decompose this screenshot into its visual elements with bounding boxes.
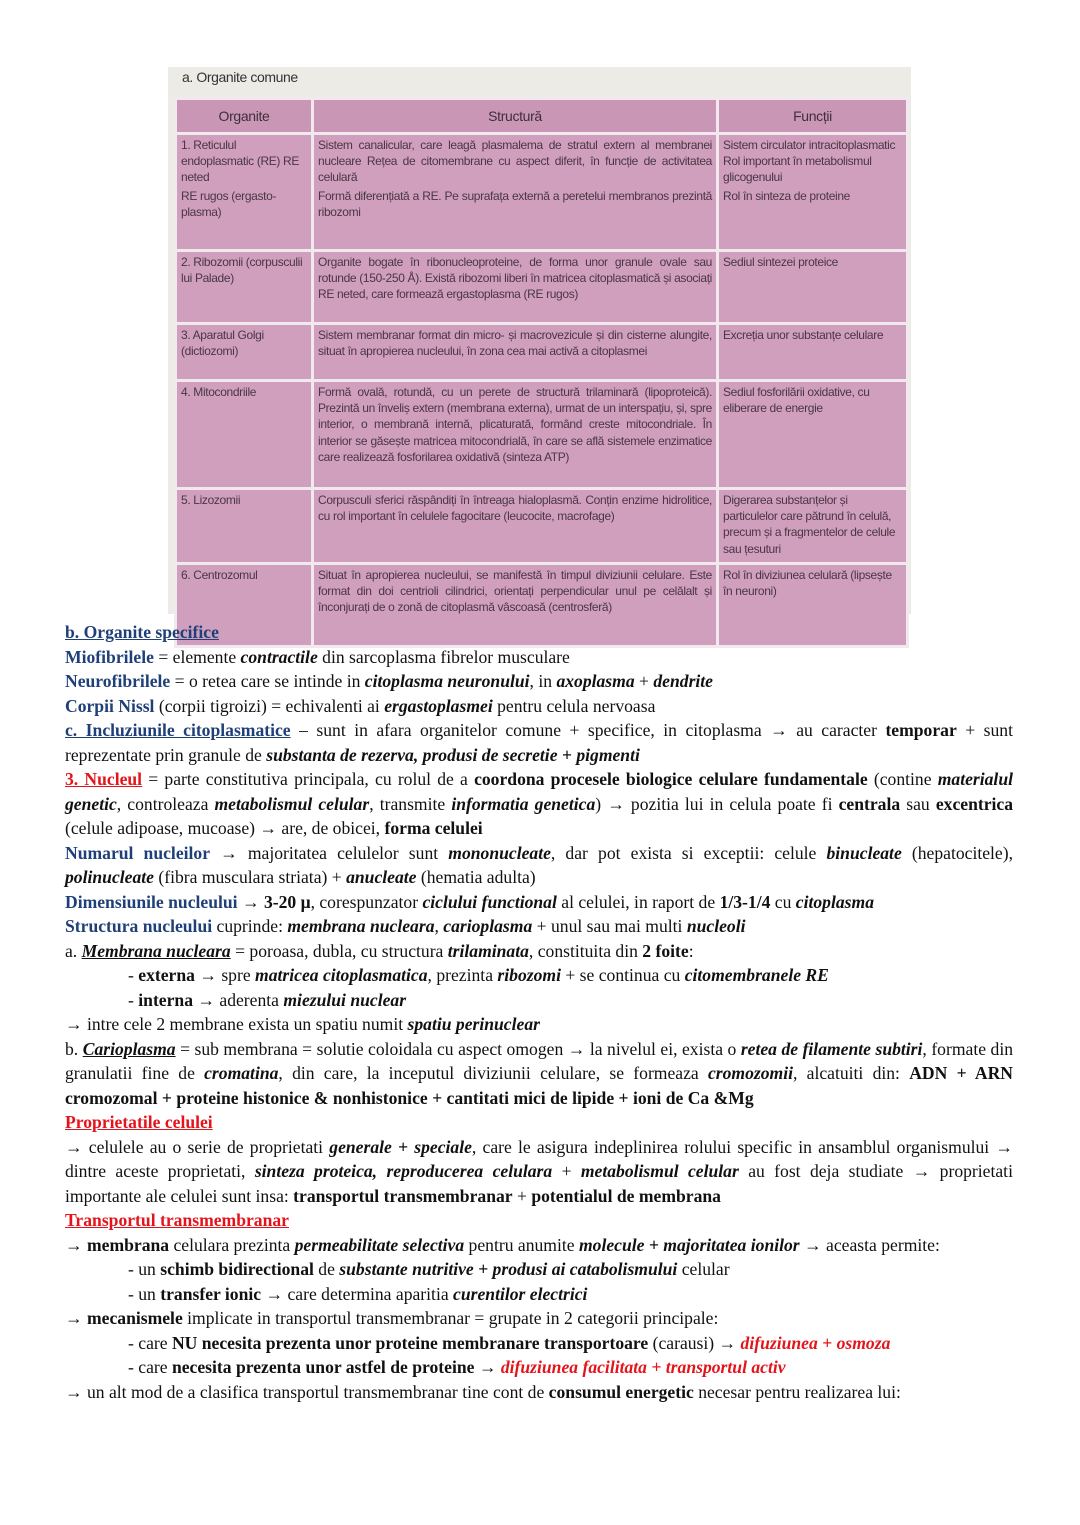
text-run: nucleoli (686, 916, 746, 936)
text-run: + se continua cu (560, 965, 685, 985)
text-run: membrana (87, 1234, 170, 1255)
text-run: Structura nucleului (65, 916, 213, 936)
text-run: curentilor electrici (453, 1283, 588, 1304)
text-run: necesita prezenta unor astfel de proteine (171, 1357, 475, 1377)
text-run: potentialul de membrana (531, 1185, 721, 1206)
text-run: citomembranele RE (684, 965, 829, 985)
cell-text: Sediul sintezei proteice (723, 255, 839, 269)
text-run: excentrica (935, 793, 1014, 814)
text-run: Miofibrilele (65, 646, 154, 667)
text-run: : (688, 940, 694, 961)
text-run: , care le asigura indeplinirea rolului specific in ansamblul organismului → dintre aceste proprietati, (65, 1136, 1013, 1181)
text-run: 2 foite (642, 940, 689, 961)
text-run: au fost deja studiate → proprietati importante ale celulei sunt insa: (65, 1161, 1013, 1206)
paragraph (65, 939, 1013, 964)
cell-text: 6. Centrozomul (181, 568, 258, 582)
table-cell-structura (313, 324, 718, 381)
text-run: retea de filamente subtiri (740, 1038, 923, 1059)
text-run: = poroasa, dubla, cu structura (230, 940, 448, 961)
cell-text: RE rugos (ergasto-plasma) (181, 188, 277, 219)
text-run: , in (529, 671, 557, 691)
cell-text: Corpusculi sferici răspândiți în întreaga hialoplasmă. Conțin enzime hidrolitice, cu rol important în celulele fagocitare (leucocite, macrofage) (318, 493, 712, 524)
text-run: externa (138, 965, 195, 985)
text-run: - (128, 965, 139, 985)
text-run: axoplasma (556, 671, 635, 691)
text-run: din sarcoplasma fibrelor musculare (317, 646, 570, 667)
text-run: difuziunea + osmoza (740, 1332, 891, 1353)
paragraph (65, 1110, 1013, 1135)
column-header: Funcții (718, 99, 908, 134)
paragraph (65, 718, 1013, 767)
cell-text: Sistem membranar format din micro- și macrovezicule și din cisterne alungite, situat în apropierea nucleului, în zona cea mai activă a citoplasmei (318, 328, 712, 359)
cell-text: Organite bogate în ribonucleoproteine, de forma unor granule ovale sau rotunde (150-250 Å). Există ribozomi liberi în matricea citoplasmatică și asociați RE neted, care formează ergastoplasma (RE rugos) (318, 255, 712, 302)
table-cell-functii (718, 381, 908, 489)
text-run: mecanismele (87, 1308, 183, 1328)
text-run: pentru celula nervoasa (492, 695, 656, 716)
section-heading: c. Incluziunile citoplasmatice (65, 720, 291, 740)
text-run: , corespunzator (310, 891, 423, 912)
text-run: , controleaza (116, 793, 215, 814)
text-run: centrala (838, 793, 901, 814)
text-run: NU necesita prezenta unor proteine membranare transportoare (171, 1332, 649, 1353)
paragraph (65, 1233, 1013, 1258)
table-cell-functii (718, 489, 908, 564)
text-run: difuziunea facilitata + transportul activ (500, 1357, 786, 1377)
text-run: schimb bidirectional (160, 1259, 314, 1279)
text-run: necesar pentru realizarea lui: (693, 1381, 901, 1402)
cell-text: 3. Aparatul Golgi (dictiozomi) (181, 328, 264, 359)
text-run: - un (128, 1283, 161, 1304)
cell-text: Digerarea substanțelor și particulelor care pătrund în celulă, precum și a fragmentelor de celule sau țesuturi (723, 493, 896, 556)
table-cell-structura (313, 489, 718, 564)
text-run: cromatina (204, 1063, 279, 1083)
section-heading: Proprietatile celulei (65, 1112, 213, 1132)
table-title: a. Organite comune (182, 69, 298, 85)
column-header: Organite (176, 99, 313, 134)
text-run: Numarul nucleilor (65, 842, 211, 863)
paragraph (65, 1208, 1013, 1233)
section-heading: Transportul transmembranar (65, 1210, 289, 1230)
text-run: dendrite (653, 671, 713, 691)
text-run: membrana nucleara (287, 916, 435, 936)
text-run: a. (65, 940, 82, 961)
text-run: transfer ionic (160, 1283, 262, 1304)
table-cell-structura (313, 381, 718, 489)
text-run: → (237, 891, 264, 912)
text-run: contractile (240, 646, 318, 667)
paragraph (65, 1037, 1013, 1111)
text-run: implicate in transportul transmembranar = grupate in 2 categorii principale: (182, 1308, 719, 1328)
text-run: coordona procesele biologice celulare fundamentale (474, 769, 868, 789)
text-run: → care determina aparitia (261, 1283, 454, 1304)
text-run: = elemente (153, 646, 241, 667)
table-row (176, 324, 908, 381)
indented-list-item (65, 1257, 1013, 1282)
table-cell-organit (176, 489, 313, 564)
section-heading: b. Organite specifice (65, 622, 219, 642)
text-run: cu (770, 891, 796, 912)
text-run: , transmite (369, 793, 452, 814)
paragraph (65, 914, 1013, 939)
indented-list-item (65, 1331, 1013, 1356)
text-run: Carioplasma (82, 1038, 176, 1059)
text-run: + (552, 1161, 581, 1181)
cell-text: 1. Reticulul endoplasmatic (RE) RE neted (181, 138, 300, 185)
paragraph (65, 620, 1013, 645)
table-row (176, 134, 908, 251)
text-run: → un alt mod de a clasifica transportul transmembranar tine cont de (65, 1381, 549, 1402)
text-run: cromozomii (707, 1063, 794, 1083)
text-run: metabolismul celular (214, 793, 370, 814)
text-run: temporar (885, 720, 957, 740)
text-run: , (434, 916, 444, 936)
text-run: + sunt reprezentate prin granule de (65, 720, 1013, 765)
text-run: (celule adipoase, mucoase) → are, de obicei, (65, 818, 385, 838)
table-cell-organit (176, 251, 313, 324)
table-cell-organit (176, 381, 313, 489)
text-run: (contine (867, 769, 938, 789)
cell-text: Situat în apropierea nucleului, se manifestă în timpul diviziunii celulare. Este format din doi centrioli cilindrici, orientați perpendicular unul pe celălalt și înconjurați de o zonă de citoplasmă vâscoasă (centrosferă) (318, 568, 712, 615)
text-run: trilaminata (447, 940, 529, 961)
text-run: → (65, 1234, 87, 1255)
text-run: sinteza proteica, reproducerea celulara (254, 1161, 553, 1181)
text-run: ergastoplasmei (384, 695, 493, 716)
text-run: anucleate (346, 867, 417, 887)
text-run: informatia genetica (451, 793, 596, 814)
paragraph (65, 694, 1013, 719)
paragraph (65, 841, 1013, 890)
text-run: – sunt in afara organitelor comune + specifice, in citoplasma → au caracter (290, 720, 886, 740)
text-run: generale + speciale (329, 1136, 472, 1157)
text-run: → celulele au o serie de proprietati (65, 1136, 330, 1157)
text-run: (fibra musculara striata) + (153, 867, 347, 887)
text-run: polinucleate (65, 867, 154, 887)
cell-text: Rol în sinteza de proteine (723, 188, 850, 203)
text-run: metabolismul celular (580, 1161, 739, 1181)
indented-list-item (65, 1282, 1013, 1307)
text-run: binucleate (826, 842, 902, 863)
organelles-table (174, 97, 909, 648)
text-run: → (474, 1357, 501, 1377)
cell-text: Sistem canalicular, care leagă plasmalema de stratul extern al membranei nucleare Rețea de citomembrane cu aspect diferit, în funcție de activitatea celulară (318, 138, 712, 185)
text-run: , prezinta (427, 965, 498, 985)
text-run: celulara prezinta (169, 1234, 295, 1255)
cell-text: Formă diferențiată a RE. Pe suprafața externă a peretelui membranos prezintă ribozomi (318, 188, 712, 219)
section-heading: 3. Nucleul (65, 769, 143, 789)
text-run: + (512, 1185, 532, 1206)
text-run: carioplasma (443, 916, 533, 936)
indented-list-item (65, 1355, 1013, 1380)
cell-text: 2. Ribozomii (corpusculii lui Palade) (181, 255, 303, 286)
paragraph (65, 1012, 1013, 1037)
text-run: citoplasma neuronului (364, 671, 530, 691)
text-run: al celulei, in raport de (556, 891, 720, 912)
text-run: 3-20 μ (263, 891, 311, 912)
table-header-row (176, 99, 908, 134)
paragraph (65, 1306, 1013, 1331)
text-run: spatiu perinuclear (407, 1014, 540, 1034)
text-run: forma celulei (384, 818, 483, 838)
text-run: ) → pozitia lui in celula poate fi (595, 793, 839, 814)
table-cell-functii (718, 134, 908, 251)
text-run: ciclului functional (422, 891, 557, 912)
text-run: = parte constitutiva principala, cu rolul de a (142, 769, 475, 789)
text-run: substanta de rezerva, produsi de secretie + pigmenti (266, 744, 640, 765)
text-run: - (128, 989, 139, 1010)
text-run: , din care, la inceputul diviziunii celulare, se formeaza (278, 1063, 708, 1083)
text-run: permeabilitate selectiva (294, 1234, 465, 1255)
text-run: ADN + ARN cromozomal + proteine histonice & nonhistonice + cantitati mici de lipide + ioni de Ca &Mg (65, 1063, 1013, 1108)
table-row (176, 251, 908, 324)
document-body (65, 620, 1013, 1404)
text-run: cuprinde: (212, 916, 288, 936)
text-run: interna (138, 989, 193, 1010)
text-run: - care (128, 1332, 172, 1353)
organelles-table-image (168, 67, 911, 614)
text-run: Corpii Nissl (65, 695, 155, 716)
text-run: materialul genetic (65, 769, 1013, 814)
paragraph (65, 767, 1013, 841)
table-cell-structura (313, 251, 718, 324)
text-run: de (313, 1259, 340, 1279)
cell-text: Sediul fosforilării oxidative, cu eliberare de energie (723, 385, 870, 416)
paragraph (65, 1135, 1013, 1209)
text-run: 1/3-1/4 (719, 891, 771, 912)
column-header: Structură (313, 99, 718, 134)
text-run: → aceasta permite: (799, 1234, 940, 1255)
text-run: substante nutritive + produsi ai catabolismului (339, 1259, 678, 1279)
text-run: (hematia adulta) (416, 867, 536, 887)
table-row (176, 381, 908, 489)
cell-text: Excreția unor substanțe celulare (723, 328, 884, 342)
paragraph (65, 1380, 1013, 1405)
paragraph (65, 645, 1013, 670)
cell-text: Rol în diviziunea celulară (lipsește în neuroni) (723, 568, 892, 599)
text-run: , formate din granulatii fine de (65, 1038, 1014, 1083)
text-run: → intre cele 2 membrane exista un spatiu numit (65, 1014, 408, 1034)
cell-text: 4. Mitocondriile (181, 385, 257, 399)
text-run: (carausi) → (648, 1332, 741, 1353)
text-run: , constituita din (528, 940, 643, 961)
table-row (176, 489, 908, 564)
text-run: → spre (194, 965, 256, 985)
text-run: citoplasma (795, 891, 874, 912)
text-run: (corpii tigroizi) = echivalenti ai (154, 695, 385, 716)
text-run: celular (677, 1259, 730, 1279)
text-run: mononucleate (448, 842, 551, 863)
text-run: Membrana nucleara (81, 940, 231, 961)
table-cell-functii (718, 324, 908, 381)
text-run: ribozomi (497, 965, 561, 985)
cell-text: Sistem circulator intracitoplasmatic Rol important în metabolismul glicogenului (723, 138, 896, 185)
text-run: sau (900, 793, 936, 814)
text-run: → majoritatea celulelor sunt (210, 842, 449, 863)
text-run: molecule + majoritatea ionilor (578, 1234, 800, 1255)
text-run: → (65, 1308, 87, 1328)
text-run: - care (128, 1357, 172, 1377)
text-run: = sub membrana = solutie coloidala cu aspect omogen → la nivelul ei, exista o (175, 1038, 741, 1059)
table-cell-functii (718, 251, 908, 324)
cell-text: 5. Lizozomii (181, 493, 241, 507)
paragraph (65, 669, 1013, 694)
text-run: = o retea care se intinde in (170, 671, 365, 691)
text-run: + unul sau mai multi (532, 916, 687, 936)
text-run: b. (65, 1038, 83, 1059)
text-run: → aderenta (193, 989, 284, 1010)
text-run: (hepatocitele), (901, 842, 1013, 863)
table-cell-structura (313, 134, 718, 251)
table-cell-organit (176, 134, 313, 251)
table-cell-organit (176, 324, 313, 381)
cell-text: Formă ovală, rotundă, cu un perete de structură trilaminară (lipoproteică). Prezintă un înveliș extern (membrana externa), urmat de un interspațiu, și, spre interior, o membrană internă, plicaturată, formând creste mitocondriale. În interior se găsește matricea mitocondrială, în care se află sistemele enzimatice care realizează fosforilarea oxidativă (sinteza ATP) (318, 385, 712, 464)
indented-list-item (65, 963, 1013, 988)
text-run: - un (128, 1259, 161, 1279)
text-run: + (634, 671, 654, 691)
paragraph (65, 890, 1013, 915)
text-run: consumul energetic (548, 1381, 694, 1402)
text-run: , alcatuiti din: (793, 1063, 910, 1083)
text-run: Neurofibrilele (65, 671, 171, 691)
text-run: matricea citoplasmatica (255, 965, 428, 985)
text-run: transportul transmembranar (293, 1185, 513, 1206)
text-run: miezului nuclear (283, 989, 407, 1010)
text-run: , dar pot exista si exceptii: celule (550, 842, 827, 863)
indented-list-item (65, 988, 1013, 1013)
text-run: Dimensiunile nucleului (65, 891, 238, 912)
text-run: pentru anumite (464, 1234, 579, 1255)
